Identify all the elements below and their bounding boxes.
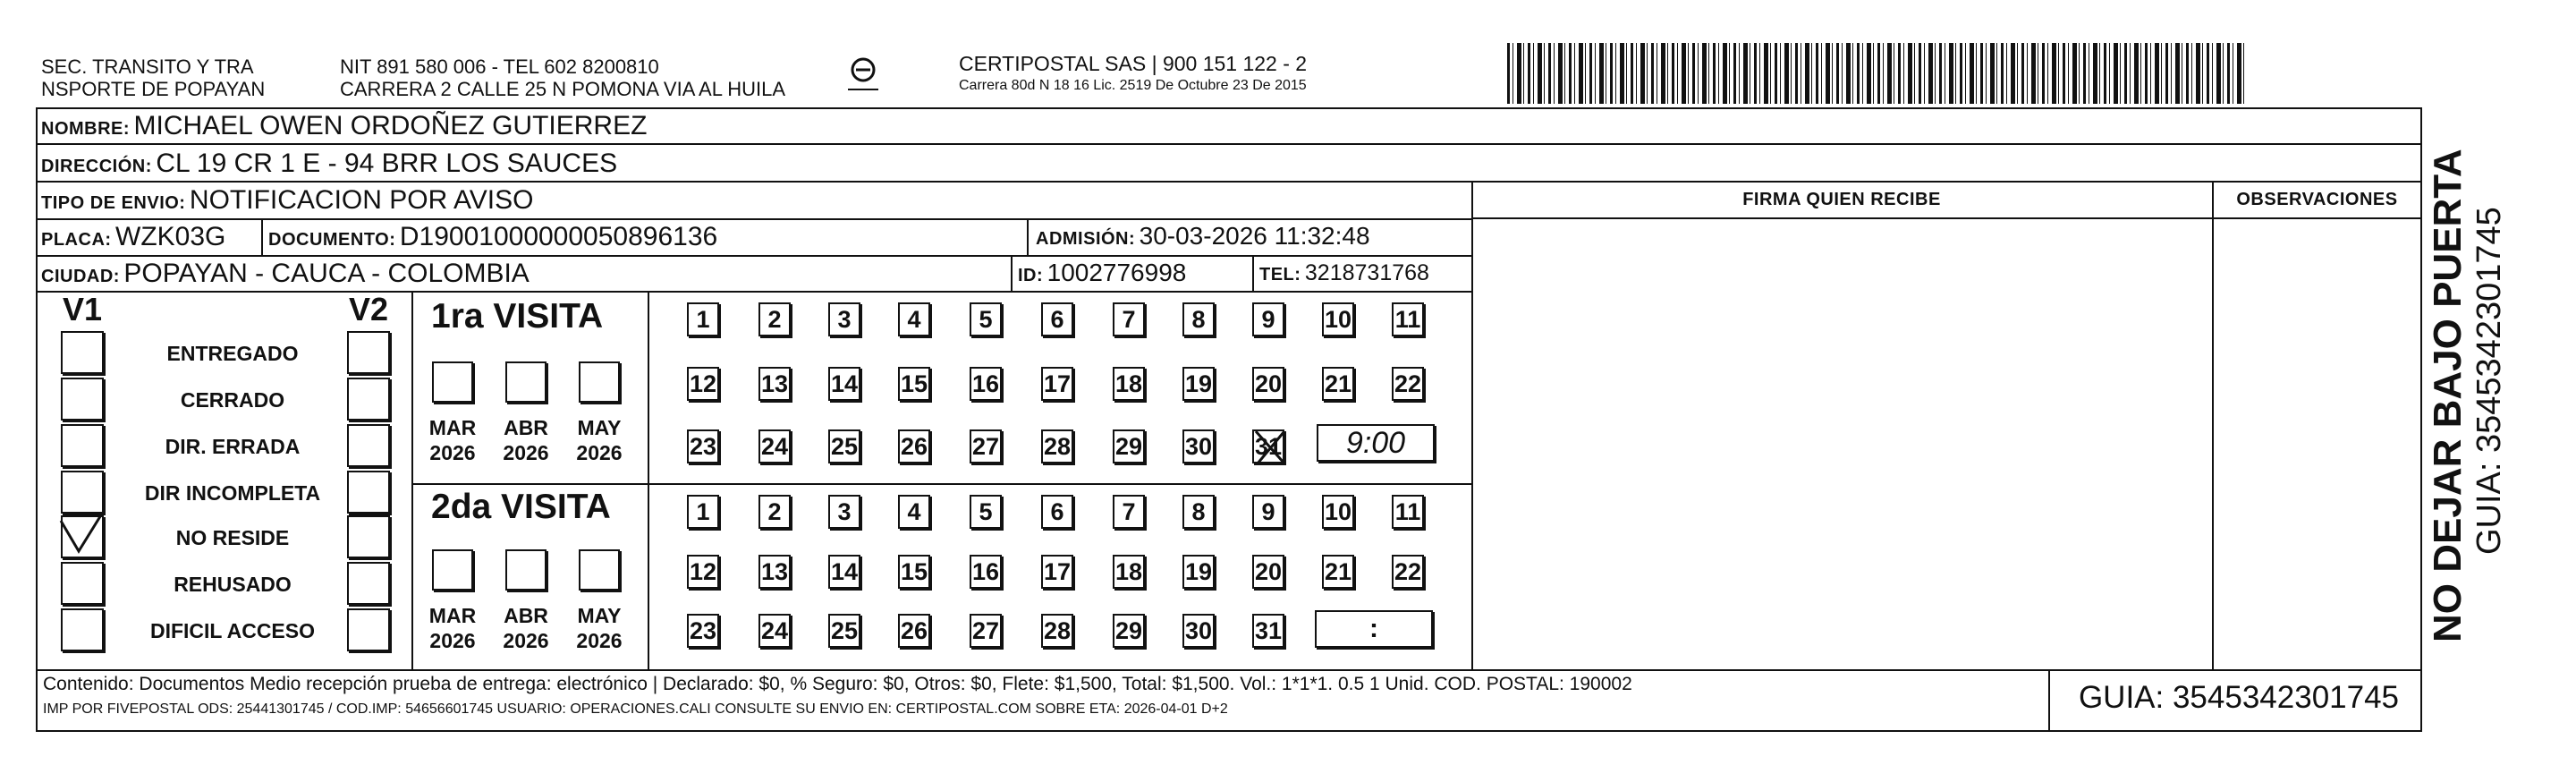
day-box[interactable]: 27: [970, 614, 1002, 648]
admision-field: ADMISIÓN: 30-03-2026 11:32:48: [1036, 222, 1370, 250]
status-label: CERRADO: [180, 388, 285, 412]
day-box[interactable]: 15: [898, 555, 930, 589]
day-box[interactable]: 19: [1182, 555, 1215, 589]
day-box[interactable]: 3: [828, 495, 860, 529]
day-box[interactable]: 16: [970, 555, 1002, 589]
month-label: ABR 2026: [503, 416, 549, 464]
day-box[interactable]: 27: [970, 429, 1002, 463]
day-box[interactable]: 31: [1252, 429, 1284, 463]
day-box[interactable]: 9: [1252, 302, 1284, 336]
day-box[interactable]: 14: [828, 555, 860, 589]
day-box[interactable]: 8: [1182, 302, 1215, 336]
day-box[interactable]: 20: [1252, 367, 1284, 401]
status-label: REHUSADO: [174, 573, 292, 596]
v2-checkbox[interactable]: [347, 331, 390, 374]
day-box[interactable]: 15: [898, 367, 930, 401]
documento-field: DOCUMENTO: D19001000000050896136: [268, 222, 718, 251]
day-box[interactable]: 7: [1113, 302, 1145, 336]
day-box[interactable]: 12: [687, 367, 719, 401]
day-box[interactable]: 24: [758, 614, 791, 648]
day-box[interactable]: 29: [1113, 614, 1145, 648]
v2-checkbox[interactable]: [347, 562, 390, 605]
day-box[interactable]: 1: [687, 302, 719, 336]
v1-checkbox[interactable]: [61, 378, 104, 421]
month-checkbox[interactable]: [505, 549, 547, 591]
day-box[interactable]: 30: [1182, 614, 1215, 648]
month-label: MAY 2026: [576, 416, 623, 464]
footer-guia: GUIA: 3545342301745: [2078, 680, 2400, 715]
day-box[interactable]: 19: [1182, 367, 1215, 401]
day-box[interactable]: 2: [758, 495, 791, 529]
day-box[interactable]: 4: [898, 302, 930, 336]
visit2-time[interactable]: :: [1315, 610, 1433, 648]
day-box[interactable]: 28: [1041, 429, 1073, 463]
v1-label: V1: [63, 291, 103, 327]
v1-checkbox[interactable]: [61, 331, 104, 374]
month-checkbox[interactable]: [432, 361, 473, 403]
day-box[interactable]: 26: [898, 614, 930, 648]
day-box[interactable]: 21: [1322, 367, 1354, 401]
v1-checkbox[interactable]: [61, 515, 104, 558]
ciudad-field: CIUDAD: POPAYAN - CAUCA - COLOMBIA: [41, 259, 530, 288]
barcode: [1507, 43, 2245, 104]
day-box[interactable]: 2: [758, 302, 791, 336]
observaciones-label: OBSERVACIONES: [2236, 190, 2398, 209]
v2-checkbox[interactable]: [347, 471, 390, 514]
v1-checkbox[interactable]: [61, 424, 104, 467]
observaciones-area[interactable]: [2216, 220, 2420, 667]
day-box[interactable]: 25: [828, 429, 860, 463]
company-info: CERTIPOSTAL SAS | 900 151 122 - 2 Carrera 80d N 18 16 Lic. 2519 De Octubre 23 De 2015: [959, 52, 1308, 93]
day-box[interactable]: 13: [758, 555, 791, 589]
agency-address: NIT 891 580 006 - TEL 602 8200810 CARRERA 2 CALLE 25 N POMONA VIA AL HUILA: [340, 55, 786, 100]
day-box[interactable]: 10: [1322, 495, 1354, 529]
signature-area[interactable]: [1476, 220, 2209, 667]
visit1-time[interactable]: 9:00: [1317, 424, 1435, 462]
tipo-envio-value: NOTIFICACION POR AVISO: [189, 185, 534, 215]
month-checkbox[interactable]: [505, 361, 547, 403]
v1-checkbox[interactable]: [61, 608, 104, 651]
day-box[interactable]: 23: [687, 614, 719, 648]
day-box[interactable]: 11: [1392, 302, 1424, 336]
v2-checkbox[interactable]: [347, 378, 390, 421]
day-box[interactable]: 25: [828, 614, 860, 648]
day-box[interactable]: 28: [1041, 614, 1073, 648]
day-box[interactable]: 26: [898, 429, 930, 463]
month-label: MAR 2026: [428, 604, 477, 652]
tel-field: TEL: 3218731768: [1259, 260, 1429, 285]
contenido-text: Contenido: Documentos Medio recepción prueba de entrega: electrónico | Declarado: $0, % Seguro: $0, Otros: $0, Flete: $1,500, Total: $1,500. Vol.: 1*1*1. 0.5 1 Unid. COD. POSTAL: 190002: [43, 674, 1632, 694]
v2-checkbox[interactable]: [347, 608, 390, 651]
day-box[interactable]: 7: [1113, 495, 1145, 529]
day-box[interactable]: 13: [758, 367, 791, 401]
day-box[interactable]: 11: [1392, 495, 1424, 529]
day-box[interactable]: 17: [1041, 367, 1073, 401]
day-box[interactable]: 23: [687, 429, 719, 463]
month-checkbox[interactable]: [579, 549, 620, 591]
day-box[interactable]: 12: [687, 555, 719, 589]
day-box[interactable]: 5: [970, 495, 1002, 529]
month-label: ABR 2026: [503, 604, 549, 652]
day-box[interactable]: 5: [970, 302, 1002, 336]
warning-side-text: NO DEJAR BAJO PUERTA: [2426, 149, 2470, 642]
status-label: NO RESIDE: [175, 526, 290, 549]
tipo-envio-row: TIPO DE ENVIO: NOTIFICACION POR AVISO: [41, 185, 534, 215]
placa-field: PLACA: WZK03G: [41, 222, 226, 251]
v2-checkbox[interactable]: [347, 515, 390, 558]
month-checkbox[interactable]: [432, 549, 473, 591]
day-box[interactable]: 17: [1041, 555, 1073, 589]
day-box[interactable]: 1: [687, 495, 719, 529]
status-label: ENTREGADO: [166, 342, 299, 365]
day-box[interactable]: 3: [828, 302, 860, 336]
direccion-row: DIRECCIÓN: CL 19 CR 1 E - 94 BRR LOS SAUCES: [41, 149, 618, 178]
day-box[interactable]: 18: [1113, 367, 1145, 401]
day-box[interactable]: 24: [758, 429, 791, 463]
nombre-row: NOMBRE: MICHAEL OWEN ORDOÑEZ GUTIERREZ: [41, 111, 648, 140]
v1-checkbox[interactable]: [61, 562, 104, 605]
v1-checkbox[interactable]: [61, 471, 104, 514]
visit1-label: 1ra VISITA: [431, 297, 604, 336]
check-mark-icon: [55, 508, 106, 558]
agency-name: SEC. TRANSITO Y TRA NSPORTE DE POPAYAN: [41, 55, 266, 100]
company-logo-icon: [841, 52, 886, 97]
day-box[interactable]: 6: [1041, 302, 1073, 336]
direccion-value: CL 19 CR 1 E - 94 BRR LOS SAUCES: [156, 149, 618, 178]
firma-label: FIRMA QUIEN RECIBE: [1742, 190, 1941, 209]
status-label: DIR INCOMPLETA: [144, 481, 321, 505]
day-box[interactable]: 31: [1252, 614, 1284, 648]
nombre-value: MICHAEL OWEN ORDOÑEZ GUTIERREZ: [133, 111, 648, 140]
imp-text: IMP POR FIVEPOSTAL ODS: 25441301745 / COD.IMP: 54656601745 USUARIO: OPERACIONES.CALI CONSULTE SU ENVIO EN: CERTIPOSTAL.COM SOBRE ETA: 2026-04-01 D+2: [43, 701, 1228, 717]
day-box[interactable]: 16: [970, 367, 1002, 401]
side-guia: GUIA: 3545342301745: [2470, 207, 2508, 555]
cross-mark-icon: [1252, 428, 1288, 467]
month-checkbox[interactable]: [579, 361, 620, 403]
month-label: MAY 2026: [576, 604, 623, 652]
id-field: ID: 1002776998: [1018, 259, 1187, 286]
day-box[interactable]: 22: [1392, 555, 1424, 589]
day-box[interactable]: 22: [1392, 367, 1424, 401]
day-box[interactable]: 30: [1182, 429, 1215, 463]
v2-checkbox[interactable]: [347, 424, 390, 467]
month-label: MAR 2026: [428, 416, 477, 464]
day-box[interactable]: 29: [1113, 429, 1145, 463]
status-label: DIR. ERRADA: [165, 435, 301, 458]
day-box[interactable]: 21: [1322, 555, 1354, 589]
day-box[interactable]: 8: [1182, 495, 1215, 529]
day-box[interactable]: 6: [1041, 495, 1073, 529]
day-box[interactable]: 9: [1252, 495, 1284, 529]
day-box[interactable]: 18: [1113, 555, 1145, 589]
status-label: DIFICIL ACCESO: [149, 619, 315, 642]
v2-label: V2: [349, 291, 389, 327]
day-box[interactable]: 20: [1252, 555, 1284, 589]
day-box[interactable]: 4: [898, 495, 930, 529]
visit2-label: 2da VISITA: [431, 488, 611, 526]
day-box[interactable]: 10: [1322, 302, 1354, 336]
day-box[interactable]: 14: [828, 367, 860, 401]
